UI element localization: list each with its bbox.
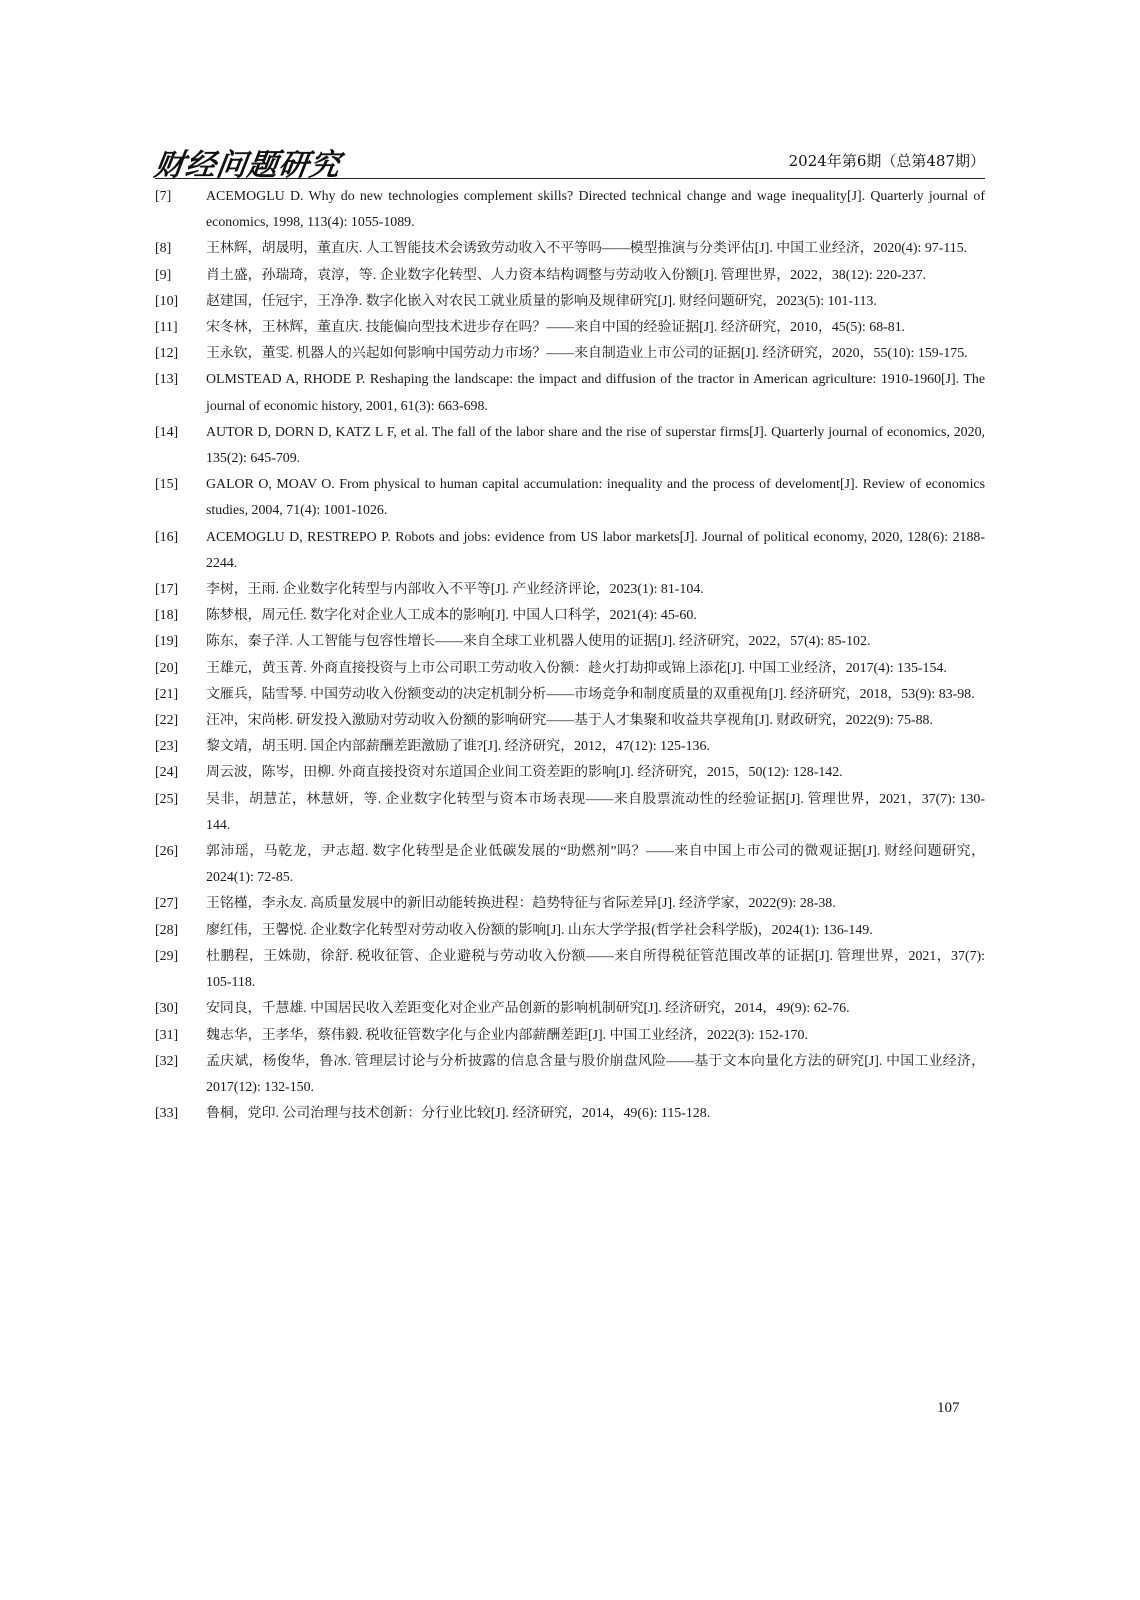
reference-item xyxy=(155,682,985,708)
reference-item xyxy=(155,918,985,944)
reference-item xyxy=(155,734,985,760)
reference-text: 李树，王雨. 企业数字化转型与内部收入不平等[J]. 产业经济评论，2023(1): 81-104. xyxy=(206,582,704,598)
reference-text: 宋冬林，王林辉，董直庆. 技能偏向型技术进步存在吗？——来自中国的经验证据[J]. 经济研究，2010，45(5): 68-81. xyxy=(206,320,906,336)
reference-text: 魏志华，王孝华，蔡伟毅. 税收征管数字化与企业内部薪酬差距[J]. 中国工业经济，2022(3): 152-170. xyxy=(206,1027,808,1043)
reference-text: 肖土盛，孙瑞琦，袁淳，等. 企业数字化转型、人力资本结构调整与劳动收入份额[J]. 管理世界，2022，38(12): 220-237. xyxy=(206,267,926,283)
reference-text: OLMSTEAD A, RHODE P. Reshaping the landscape: the impact and diffusion of the tractor in American agriculture: 1910-1960[J]. The journal of economic history, 2001, 61(3): 663-698. xyxy=(206,372,985,414)
reference-number: [23] xyxy=(155,739,179,755)
reference-item xyxy=(155,472,985,524)
journal-title-logo: 财经问题研究 xyxy=(152,148,343,183)
reference-item xyxy=(155,891,985,917)
reference-text: 王林辉，胡晟明，董直庆. 人工智能技术会诱致劳动收入不平等吗——模型推演与分类评估[J]. 中国工业经济，2020(4): 97-115. xyxy=(206,241,968,257)
reference-item xyxy=(155,839,985,891)
reference-text: 王永钦，董雯. 机器人的兴起如何影响中国劳动力市场？——来自制造业上市公司的证据[J]. 经济研究，2020，55(10): 159-175. xyxy=(206,346,968,362)
reference-number: [26] xyxy=(155,844,179,860)
reference-number: [10] xyxy=(155,293,179,309)
reference-number: [13] xyxy=(155,372,179,388)
reference-text: 吴非，胡慧芷，林慧妍，等. 企业数字化转型与资本市场表现——来自股票流动性的经验证据[J]. 管理世界，2021，37(7): 130-144. xyxy=(206,791,985,833)
reference-number: [33] xyxy=(155,1106,179,1122)
reference-text: 王雄元，黄玉菁. 外商直接投资与上市公司职工劳动收入份额：趁火打劫抑或锦上添花[J]. 中国工业经济，2017(4): 135-154. xyxy=(206,660,947,676)
reference-number: [18] xyxy=(155,608,179,624)
reference-text: 周云波，陈岑，田柳. 外商直接投资对东道国企业间工资差距的影响[J]. 经济研究，2015，50(12): 128-142. xyxy=(206,765,843,781)
reference-item xyxy=(155,996,985,1022)
reference-item xyxy=(155,577,985,603)
reference-item xyxy=(155,656,985,682)
reference-item xyxy=(155,341,985,367)
reference-number: [14] xyxy=(155,424,179,440)
header-rule xyxy=(155,178,985,179)
reference-item xyxy=(155,236,985,262)
reference-item xyxy=(155,263,985,289)
page-number: 107 xyxy=(937,1400,960,1416)
reference-item xyxy=(155,367,985,419)
reference-item xyxy=(155,708,985,734)
reference-item xyxy=(155,944,985,996)
reference-item xyxy=(155,315,985,341)
reference-number: [28] xyxy=(155,922,179,938)
reference-text: ACEMOGLU D. Why do new technologies complement skills? Directed technical change and wage inequality[J]. Quarterly journal of economics, 1998, 113(4): 1055-1089. xyxy=(206,189,985,231)
reference-number: [11] xyxy=(155,320,178,336)
reference-number: [15] xyxy=(155,477,179,493)
reference-item xyxy=(155,525,985,577)
reference-item xyxy=(155,184,985,236)
reference-text: AUTOR D, DORN D, KATZ L F, et al. The fall of the labor share and the rise of superstar firms[J]. Quarterly journal of economics, 2020, 135(2): 645-709. xyxy=(206,424,985,467)
reference-number: [16] xyxy=(155,529,179,545)
reference-text: 廖红伟，王馨悦. 企业数字化转型对劳动收入份额的影响[J]. 山东大学学报(哲学社会科学版)，2024(1): 136-149. xyxy=(206,922,873,938)
reference-number: [31] xyxy=(155,1027,179,1043)
reference-text: 王铭槿，李永友. 高质量发展中的新旧动能转换进程：趋势特征与省际差异[J]. 经济学家，2022(9): 28-38. xyxy=(206,896,836,912)
reference-item xyxy=(155,289,985,315)
reference-number: [32] xyxy=(155,1053,179,1069)
reference-item xyxy=(155,760,985,786)
reference-number: [22] xyxy=(155,713,179,729)
reference-number: [25] xyxy=(155,791,179,807)
reference-list xyxy=(155,184,985,1127)
reference-text: 文雁兵，陆雪琴. 中国劳动收入份额变动的决定机制分析——市场竞争和制度质量的双重视角[J]. 经济研究，2018，53(9): 83-98. xyxy=(206,686,975,702)
reference-number: [19] xyxy=(155,634,179,650)
reference-number: [21] xyxy=(155,686,179,702)
reference-number: [29] xyxy=(155,948,179,964)
reference-item xyxy=(155,787,985,839)
reference-text: ACEMOGLU D, RESTREPO P. Robots and jobs: evidence from US labor markets[J]. Journal of political economy, 2020, 128(6): 2188-2244. xyxy=(206,529,985,571)
reference-number: [9] xyxy=(155,267,172,283)
reference-number: [7] xyxy=(155,189,172,204)
reference-text: 郭沛瑶，马乾龙，尹志超. 数字化转型是企业低碳发展的“助燃剂”吗？——来自中国上市公司的微观证据[J]. 财经问题研究，2024(1): 72-85. xyxy=(206,844,985,886)
reference-text: 汪冲，宋尚彬. 研发投入激励对劳动收入份额的影响研究——基于人才集聚和收益共享视角[J]. 财政研究，2022(9): 75-88. xyxy=(206,713,933,729)
reference-item xyxy=(155,1101,985,1127)
reference-item xyxy=(155,1049,985,1101)
reference-text: 赵建国，任冠宇，王净净. 数字化嵌入对农民工就业质量的影响及规律研究[J]. 财经问题研究，2023(5): 101-113. xyxy=(206,293,877,309)
reference-number: [24] xyxy=(155,765,179,781)
reference-item xyxy=(155,603,985,629)
reference-number: [27] xyxy=(155,896,179,912)
running-header xyxy=(152,140,985,183)
reference-item xyxy=(155,1023,985,1049)
reference-text: GALOR O, MOAV O. From physical to human capital accumulation: inequality and the process of develoment[J]. Review of economics studies, 2004, 71(4): 1001-1026. xyxy=(206,477,985,519)
reference-number: [8] xyxy=(155,241,172,257)
reference-text: 鲁桐，党印. 公司治理与技术创新：分行业比较[J]. 经济研究，2014，49(6): 115-128. xyxy=(206,1106,711,1122)
reference-text: 杜鹏程，王姝勋，徐舒. 税收征管、企业避税与劳动收入份额——来自所得税征管范围改革的证据[J]. 管理世界，2021，37(7): 105-118. xyxy=(206,948,985,991)
reference-text: 安同良，千慧雄. 中国居民收入差距变化对企业产品创新的影响机制研究[J]. 经济研究，2014，49(9): 62-76. xyxy=(206,1001,850,1017)
reference-number: [17] xyxy=(155,582,179,598)
reference-number: [30] xyxy=(155,1001,179,1017)
reference-text: 孟庆斌，杨俊华，鲁冰. 管理层讨论与分析披露的信息含量与股价崩盘风险——基于文本向量化方法的研究[J]. 中国工业经济，2017(12): 132-150. xyxy=(206,1053,985,1095)
reference-number: [12] xyxy=(155,346,179,362)
reference-text: 陈东，秦子洋. 人工智能与包容性增长——来自全球工业机器人使用的证据[J]. 经济研究，2022，57(4): 85-102. xyxy=(206,634,871,650)
issue-info: 2024年第6期（总第487期） xyxy=(788,152,985,170)
reference-text: 陈梦根，周元任. 数字化对企业人工成本的影响[J]. 中国人口科学，2021(4): 45-60. xyxy=(206,608,697,624)
reference-item xyxy=(155,629,985,655)
reference-number: [20] xyxy=(155,660,179,676)
reference-text: 黎文靖，胡玉明. 国企内部薪酬差距激励了谁?[J]. 经济研究，2012，47(12): 125-136. xyxy=(206,739,710,755)
reference-item xyxy=(155,420,985,472)
